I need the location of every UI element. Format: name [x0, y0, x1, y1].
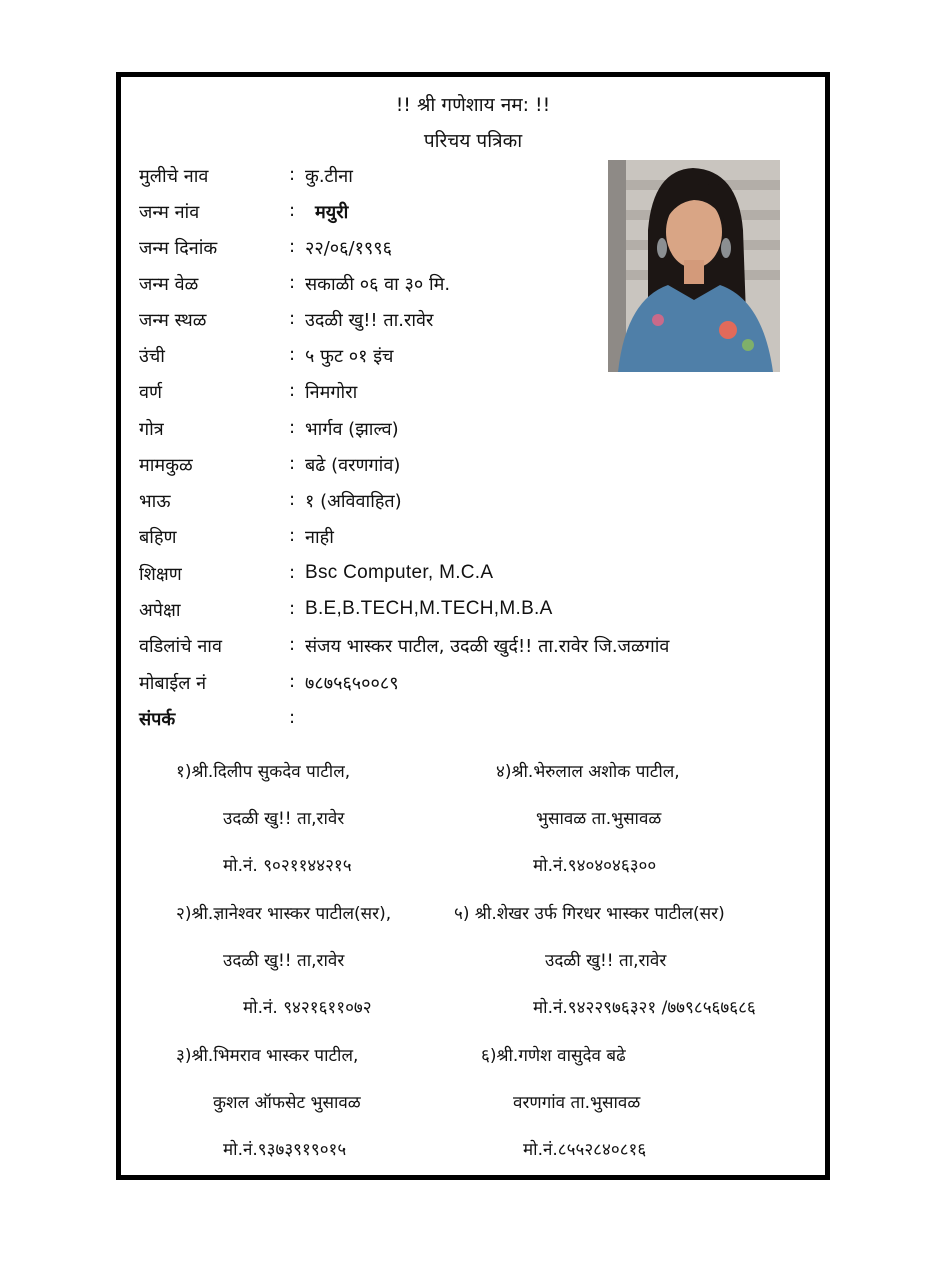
- contact-5-name: ५) श्री.शेखर उर्फ गिरधर भास्कर पाटील(सर): [454, 904, 725, 924]
- label-height: उंची: [139, 346, 165, 367]
- label-birth-time: जन्म वेळ: [139, 274, 199, 295]
- colon: :: [289, 164, 296, 185]
- contact-3-place: कुशल ऑफसेट भुसावळ: [213, 1093, 361, 1113]
- contact-5-place: उदळी खु!! ता,रावेर: [545, 951, 667, 971]
- contact-5-phone: मो.नं.९४२२९७६३२१ /७७९८५६७६८६: [533, 998, 756, 1018]
- contact-6-phone: मो.नं.८५५२८४०८१६: [523, 1140, 647, 1160]
- label-birth-name: जन्म नांव: [139, 202, 200, 223]
- label-girl-name: मुलीचे नाव: [139, 166, 209, 187]
- label-mobile: मोबाईल नं: [139, 673, 207, 694]
- value-girl-name: कु.टीना: [305, 166, 353, 187]
- label-education: शिक्षण: [139, 564, 182, 585]
- contact-1-phone: मो.नं. ९०२११४४२१५: [223, 856, 352, 876]
- detail-row-mobile: [139, 671, 799, 701]
- label-complexion: वर्ण: [139, 382, 163, 403]
- contact-2-phone: मो.नं. ९४२१६११०७२: [243, 998, 372, 1018]
- detail-row-height: [139, 344, 599, 374]
- value-complexion: निमगोरा: [305, 382, 358, 403]
- colon: :: [289, 380, 296, 401]
- colon: :: [289, 634, 296, 655]
- label-expectation: अपेक्षा: [139, 600, 181, 621]
- colon: :: [289, 236, 296, 257]
- detail-row-birth-name: [139, 200, 599, 230]
- detail-row-birth-place: [139, 308, 599, 338]
- label-brother: भाऊ: [139, 491, 171, 512]
- contact-3-phone: मो.नं.९३७३९१९०१५: [223, 1140, 347, 1160]
- contact-6-name: ६)श्री.गणेश वासुदेव बढे: [481, 1046, 626, 1066]
- value-brother: १ (अविवाहित): [305, 491, 402, 512]
- label-birth-place: जन्म स्थळ: [139, 310, 207, 331]
- detail-row-maternal-family: [139, 453, 799, 483]
- value-height: ५ फुट ०१ इंच: [305, 346, 394, 367]
- contact-2-place: उदळी खु!! ता,रावेर: [223, 951, 345, 971]
- value-mobile: ७८७५६५००८९: [305, 673, 399, 694]
- label-father-name: वडिलांचे नाव: [139, 636, 222, 657]
- detail-row-contacts: [139, 707, 799, 737]
- contact-1-place: उदळी खु!! ता,रावेर: [223, 809, 345, 829]
- label-birth-date: जन्म दिनांक: [139, 238, 218, 259]
- label-maternal-family: मामकुळ: [139, 455, 193, 476]
- colon: :: [289, 344, 296, 365]
- value-birth-date: २२/०६/१९९६: [305, 238, 393, 259]
- colon: :: [289, 707, 296, 728]
- colon: :: [289, 598, 296, 619]
- detail-row-complexion: [139, 380, 799, 410]
- label-sister: बहिण: [139, 527, 177, 548]
- value-birth-place: उदळी खु!! ता.रावेर: [305, 310, 434, 331]
- colon: :: [289, 453, 296, 474]
- value-father-name: संजय भास्कर पाटील, उदळी खुर्द!! ता.रावेर जि.जळगांव: [305, 636, 670, 657]
- value-sister: नाही: [305, 527, 334, 548]
- contact-6-place: वरणगांव ता.भुसावळ: [513, 1093, 641, 1113]
- colon: :: [289, 671, 296, 692]
- colon: :: [289, 417, 296, 438]
- label-contacts: संपर्क: [139, 709, 176, 730]
- profile-photo: [608, 160, 780, 372]
- contact-4-name: ४)श्री.भेरुलाल अशोक पाटील,: [496, 762, 680, 782]
- detail-row-brother: [139, 489, 799, 519]
- value-expectation: B.E,B.TECH,M.TECH,M.B.A: [305, 598, 553, 619]
- invocation-heading: !! श्री गणेशाय नम: !!: [395, 94, 551, 116]
- contact-4-place: भुसावळ ता.भुसावळ: [536, 809, 662, 829]
- value-birth-time: सकाळी ०६ वा ३० मि.: [305, 274, 451, 295]
- contact-1-name: १)श्री.दिलीप सुकदेव पाटील,: [176, 762, 351, 782]
- colon: :: [289, 525, 296, 546]
- detail-row-father-name: [139, 634, 819, 664]
- detail-row-sister: [139, 525, 799, 555]
- colon: :: [289, 489, 296, 510]
- colon: :: [289, 308, 296, 329]
- contact-4-phone: मो.नं.९४०४०४६३००: [533, 856, 657, 876]
- detail-row-gotra: [139, 417, 799, 447]
- detail-row-girl-name: [139, 164, 599, 194]
- contact-2-name: २)श्री.ज्ञानेश्वर भास्कर पाटील(सर),: [176, 904, 392, 924]
- detail-row-expectation: [139, 598, 799, 628]
- value-gotra: भार्गव (झाल्व): [305, 419, 399, 440]
- detail-row-birth-time: [139, 272, 599, 302]
- label-gotra: गोत्र: [139, 419, 164, 440]
- biodata-card: [116, 72, 830, 1180]
- detail-row-education: [139, 562, 799, 592]
- contact-3-name: ३)श्री.भिमराव भास्कर पाटील,: [176, 1046, 359, 1066]
- detail-row-birth-date: [139, 236, 599, 266]
- value-maternal-family: बढे (वरणगांव): [305, 455, 401, 476]
- colon: :: [289, 562, 296, 583]
- page-title: परिचय पत्रिका: [423, 130, 523, 152]
- colon: :: [289, 272, 296, 293]
- value-birth-name: मयुरी: [315, 202, 349, 223]
- colon: :: [289, 200, 296, 221]
- value-education: Bsc Computer, M.C.A: [305, 562, 494, 583]
